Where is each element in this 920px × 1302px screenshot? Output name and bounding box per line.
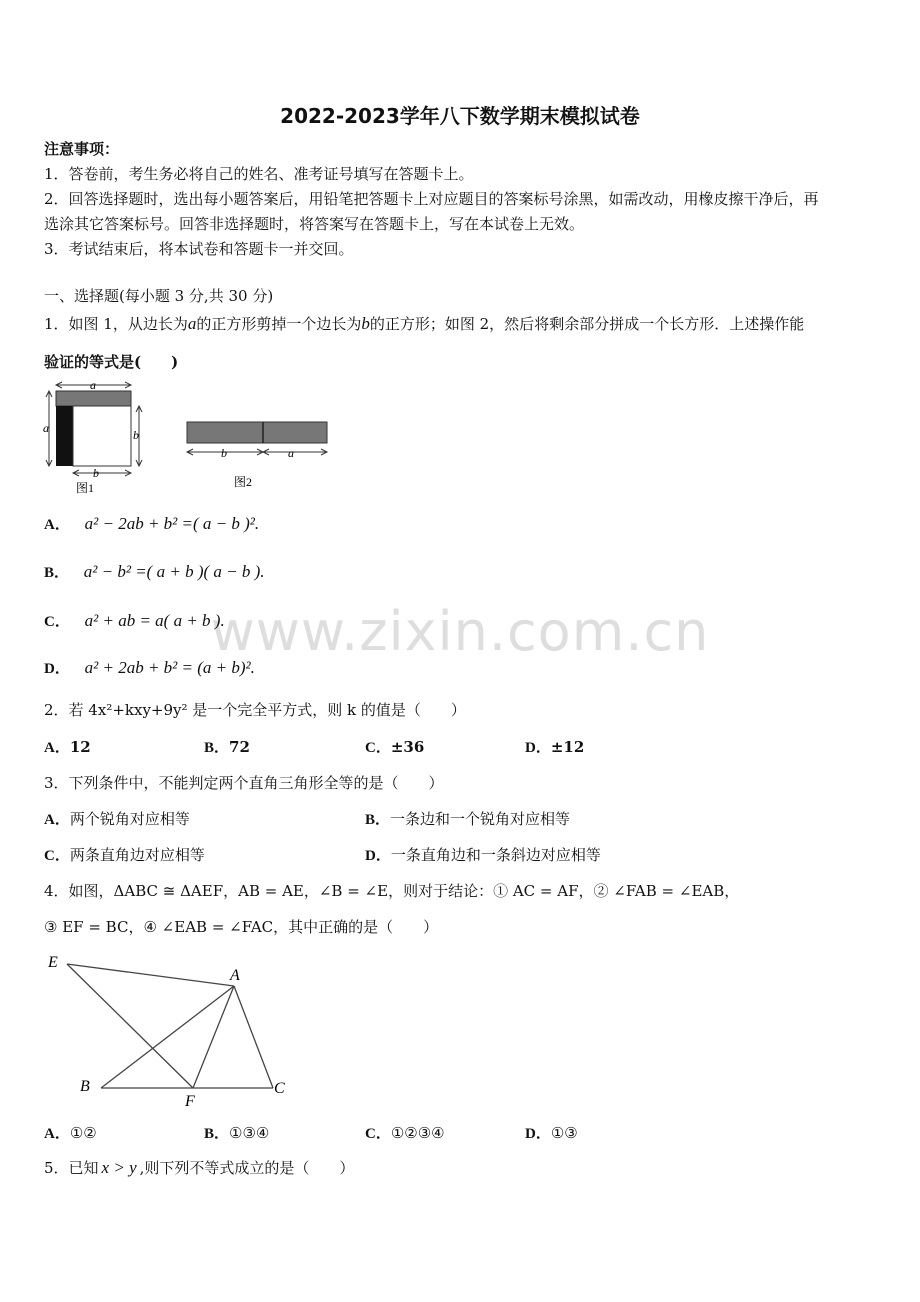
option-text: ①②③④ — [390, 1124, 445, 1142]
option-text: 一条边和一个锐角对应相等 — [390, 810, 571, 828]
q1-var-a: a — [187, 314, 197, 333]
option-letter: B． — [365, 812, 391, 828]
fig2-rectangle — [187, 422, 327, 443]
q3-option-a[interactable] — [44, 808, 190, 829]
figure-2 — [187, 422, 327, 489]
option-text: 两条直角边对应相等 — [69, 846, 205, 864]
q1-stem-line2: 验证的等式是( ) — [44, 353, 179, 371]
segment-EA — [67, 964, 234, 986]
notice-item-2: 2．回答选择题时，选出每小题答案后，用铅笔把答题卡上对应题目的答案标号涂黑，如需改动，用橡皮擦干净后，再 — [44, 190, 819, 208]
q2-option-c[interactable] — [365, 736, 424, 757]
option-letter: D． — [44, 661, 70, 677]
q2-stem: 2．若 4x²+kxy+9y² 是一个完全平方式，则 k 的值是（ ） — [44, 701, 466, 719]
q2-option-d[interactable] — [525, 736, 584, 757]
q4-option-a[interactable] — [44, 1122, 97, 1143]
q1-text-a: 1．如图 1，从边长为 — [44, 315, 188, 333]
option-letter: B． — [44, 565, 70, 581]
fig2-caption: 图2 — [234, 475, 253, 489]
option-text: 一条直角边和一条斜边对应相等 — [390, 846, 601, 864]
q3-option-b[interactable] — [365, 808, 570, 829]
option-formula: a² + ab = a( a + b ). — [84, 611, 225, 630]
q4-option-b[interactable] — [204, 1122, 269, 1143]
q4-option-d[interactable] — [525, 1122, 578, 1143]
option-letter: A． — [44, 740, 70, 756]
option-text: ①③④ — [229, 1124, 270, 1142]
point-label-B: B — [80, 1078, 90, 1095]
option-letter: C． — [365, 1126, 391, 1142]
q1-option-c[interactable] — [44, 610, 225, 631]
option-letter: A． — [44, 517, 70, 533]
q5-math: x > y — [101, 1158, 137, 1177]
fig2-label-a: a — [288, 446, 294, 460]
q3-option-d[interactable] — [365, 844, 601, 865]
q1-option-a[interactable] — [44, 513, 259, 534]
option-text: ±36 — [390, 738, 425, 756]
point-label-A: A — [230, 967, 240, 984]
q1-var-b: b — [361, 314, 370, 333]
q3-option-c[interactable] — [44, 844, 205, 865]
section-heading: 一、选择题(每小题 3 分,共 30 分) — [44, 287, 274, 305]
watermark: www.zixin.com.cn — [210, 600, 710, 663]
fig2-label-b: b — [221, 446, 227, 460]
fig1-top-strip — [56, 391, 131, 406]
option-text: ①② — [69, 1124, 97, 1142]
segment-EF — [67, 964, 193, 1088]
fig1-small-square — [73, 406, 131, 466]
fig1-label-top-a: a — [90, 380, 96, 392]
figure-1 — [43, 380, 142, 495]
option-letter: A． — [44, 1126, 70, 1142]
fig1-label-right-b: b — [133, 428, 139, 442]
point-label-E: E — [48, 954, 58, 971]
page-title: 2022-2023学年八下数学期末模拟试卷 — [280, 104, 640, 128]
q5-text-b: ,则下列不等式成立的是（ ） — [139, 1159, 355, 1177]
q3-stem: 3．下列条件中，不能判定两个直角三角形全等的是（ ） — [44, 774, 444, 792]
fig1-caption: 图1 — [76, 481, 95, 495]
q4-stem-line2: ③ EF = BC，④ ∠EAB = ∠FAC，其中正确的是（ ） — [44, 918, 439, 936]
fig1-left-strip — [56, 406, 73, 466]
notice-item-1: 1．答卷前，考生务必将自己的姓名、准考证号填写在答题卡上。 — [44, 165, 474, 183]
fig1-label-left-a: a — [43, 421, 49, 435]
option-letter: D． — [525, 740, 551, 756]
q5-text-a: 5．已知 — [44, 1159, 99, 1177]
notice-heading: 注意事项： — [44, 140, 120, 158]
point-label-F: F — [185, 1093, 195, 1110]
q5-stem — [44, 1157, 354, 1178]
q1-option-d[interactable] — [44, 657, 255, 678]
q1-option-b[interactable] — [44, 561, 265, 582]
q1-text-b: 的正方形剪掉一个边长为 — [196, 315, 362, 333]
option-letter: D． — [365, 848, 391, 864]
notice-item-2-cont: 选涂其它答案标号。回答非选择题时，将答案写在答题卡上，写在本试卷上无效。 — [44, 215, 585, 233]
option-letter: C． — [44, 848, 70, 864]
option-letter: C． — [44, 614, 70, 630]
q4-option-c[interactable] — [365, 1122, 445, 1143]
q1-text-c: 的正方形；如图 2，然后将剩余部分拼成一个长方形．上述操作能 — [369, 315, 805, 333]
option-letter: B． — [204, 1126, 230, 1142]
option-letter: D． — [525, 1126, 551, 1142]
option-letter: C． — [365, 740, 391, 756]
q4-figure — [40, 948, 310, 1113]
q2-option-a[interactable] — [44, 736, 91, 757]
point-label-C: C — [274, 1080, 285, 1097]
option-formula: a² − b² =( a + b )( a − b ). — [83, 562, 265, 581]
option-letter: A． — [44, 812, 70, 828]
option-formula: a² + 2ab + b² = (a + b)². — [84, 658, 255, 677]
option-text: 72 — [229, 738, 250, 756]
option-formula: a² − 2ab + b² =( a − b )². — [84, 514, 260, 533]
option-text: ①③ — [550, 1124, 578, 1142]
option-text: 两个锐角对应相等 — [69, 810, 190, 828]
option-text: 12 — [69, 738, 91, 756]
q1-stem-line1 — [44, 313, 804, 334]
q4-stem-line1: 4．如图，ΔABC ≅ ΔAEF，AB = AE，∠B = ∠E，则对于结论：① AC = AF，② ∠FAB = ∠EAB， — [44, 882, 740, 900]
segment-AC — [234, 986, 273, 1088]
option-text: ±12 — [550, 738, 585, 756]
fig1-label-bottom-b: b — [93, 466, 99, 480]
notice-item-3: 3．考试结束后，将本试卷和答题卡一并交回。 — [44, 240, 354, 258]
q2-option-b[interactable] — [204, 736, 250, 757]
option-letter: B． — [204, 740, 230, 756]
q1-figures — [40, 380, 350, 500]
